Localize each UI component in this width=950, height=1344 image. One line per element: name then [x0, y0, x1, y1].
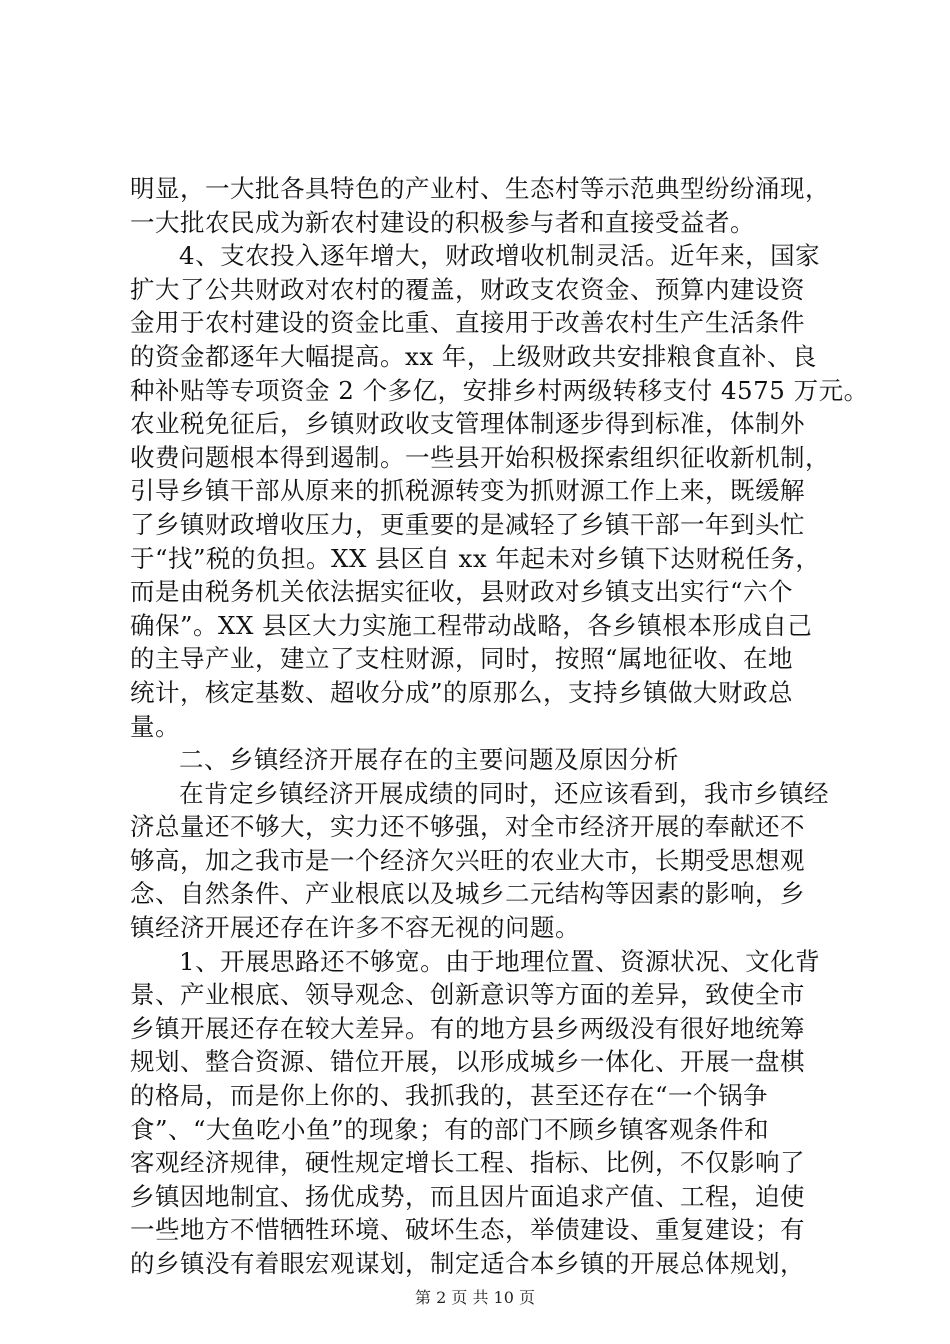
text-line: 乡镇开展还存在较大差异。有的地方县乡两级没有很好地统筹 [130, 1013, 805, 1043]
page-footer: 第 2 页 共 10 页 [415, 1288, 535, 1307]
text-line: 景、产业根底、领导观念、创新意识等方面的差异，致使全市 [130, 980, 805, 1010]
text-line: 统计，核定基数、超收分成”的原那么，支持乡镇做大财政总 [130, 677, 794, 707]
text-line: 一些地方不惜牺牲环境、破坏生态，举债建设、重复建设；有 [130, 1215, 805, 1245]
text-line: 而是由税务机关依法据实征收，县财政对乡镇支出实行“六个 [130, 577, 794, 607]
text-line: 农业税免征后，乡镇财政收支管理体制逐步得到标准，体制外 [130, 409, 805, 439]
text-line: 确保”。XX 县区大力实施工程带动战略，各乡镇根本形成自己 [130, 610, 813, 640]
text-line: 食”、“大鱼吃小鱼”的现象；有的部门不顾乡镇客观条件和 [130, 1114, 770, 1144]
text-line: 的乡镇没有着眼宏观谋划，制定适合本乡镇的开展总体规划， [130, 1249, 805, 1278]
text-line: 扩大了公共财政对农村的覆盖，财政支农资金、预算内建设资 [130, 274, 805, 304]
document-body [130, 172, 869, 1281]
text-line: 金用于农村建设的资金比重、直接用于改善农村生产生活条件 [130, 308, 805, 338]
text-line: 量。 [130, 711, 180, 741]
text-line: 一大批农民成为新农村建设的积极参与者和直接受益者。 [130, 207, 755, 237]
text-line: 明显，一大批各具特色的产业村、生态村等示范典型纷纷涌现， [130, 174, 830, 203]
text-line: 4、支农投入逐年增大，财政增收机制灵活。近年来，国家 [179, 241, 821, 271]
text-line: 种补贴等专项资金 2 个多亿，安排乡村两级转移支付 4575 万元。 [130, 375, 869, 405]
text-line: 规划、整合资源、错位开展，以形成城乡一体化、开展一盘棋 [130, 1047, 805, 1077]
text-line: 在肯定乡镇经济开展成绩的同时，还应该看到，我市乡镇经 [179, 778, 829, 808]
text-line: 够高，加之我市是一个经济欠兴旺的农业大市，长期受思想观 [130, 845, 805, 875]
text-line: 的格局，而是你上你的、我抓我的，甚至还存在“一个锅争 [130, 1081, 769, 1111]
text-line: 二、乡镇经济开展存在的主要问题及原因分析 [179, 745, 679, 775]
text-line: 了乡镇财政增收压力，更重要的是减轻了乡镇干部一年到头忙 [130, 509, 805, 539]
text-line: 1、开展思路还不够宽。由于地理位置、资源状况、文化背 [179, 946, 821, 976]
text-line: 镇经济开展还存在许多不容无视的问题。 [130, 913, 580, 943]
text-line: 客观经济规律，硬性规定增长工程、指标、比例，不仅影响了 [130, 1148, 805, 1178]
text-line: 的主导产业，建立了支柱财源，同时，按照“属地征收、在地 [130, 644, 794, 674]
text-line: 于“找”税的负担。XX 县区自 xx 年起未对乡镇下达财税任务， [130, 543, 821, 573]
text-line: 收费问题根本得到遏制。一些县开始积极探索组织征收新机制， [130, 442, 830, 472]
text-line: 的资金都逐年大幅提高。xx 年，上级财政共安排粮食直补、良 [130, 341, 817, 371]
text-line: 念、自然条件、产业根底以及城乡二元结构等因素的影响，乡 [130, 879, 805, 909]
text-line: 济总量还不够大，实力还不够强，对全市经济开展的奉献还不 [130, 812, 805, 842]
text-line: 乡镇因地制宜、扬优成势，而且因片面追求产值、工程，迫使 [130, 1181, 805, 1211]
text-line: 引导乡镇干部从原来的抓税源转变为抓财源工作上来，既缓解 [130, 476, 805, 506]
